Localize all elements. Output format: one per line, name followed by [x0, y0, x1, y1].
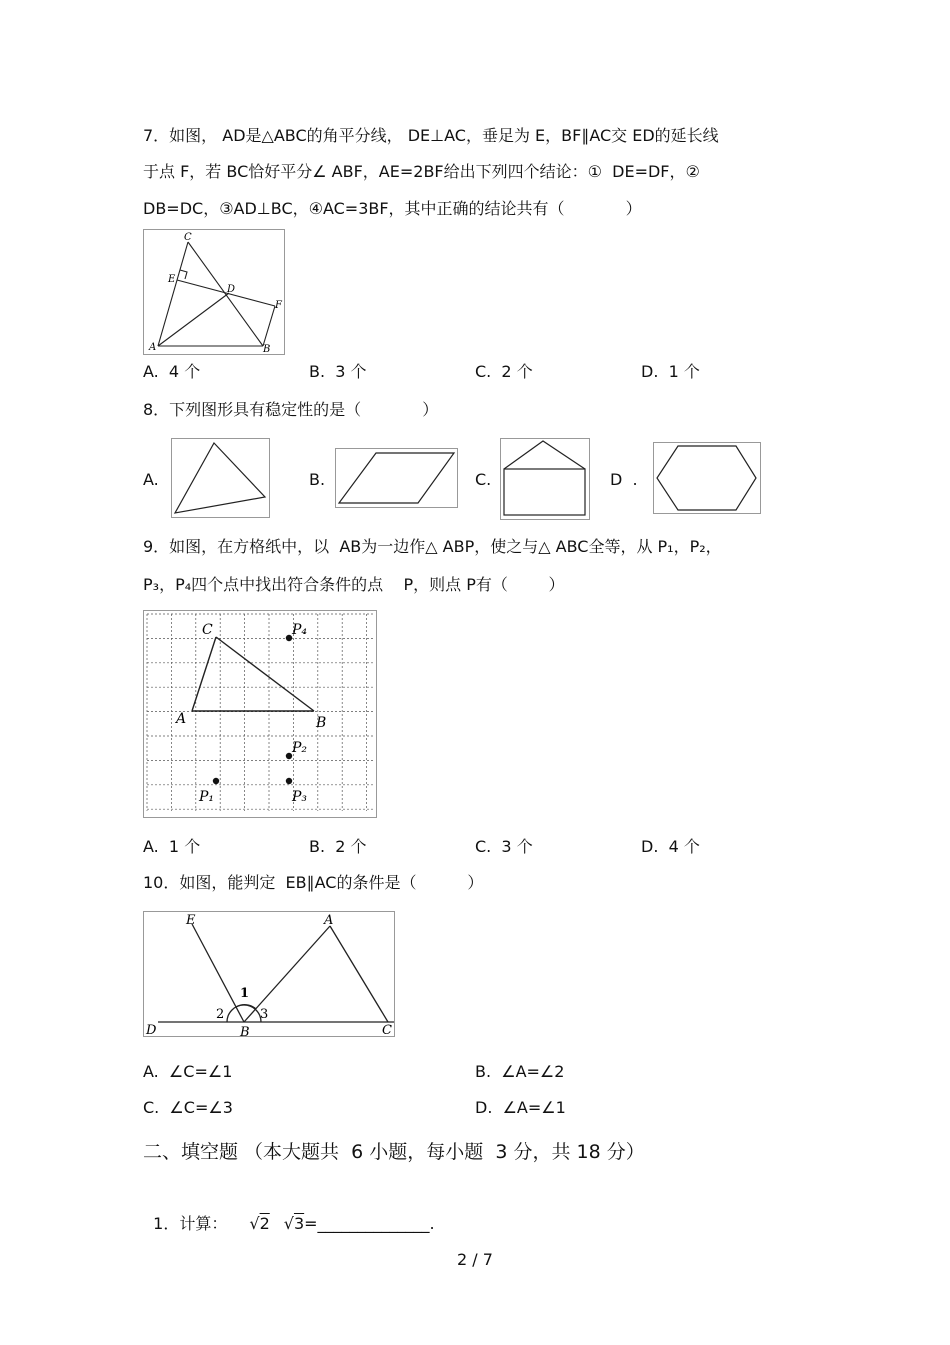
triangle-shape	[172, 439, 269, 517]
segment-ac	[158, 242, 188, 346]
segment-cb	[188, 242, 263, 346]
angle-arcs	[227, 1005, 261, 1022]
hexagon-shape	[654, 443, 760, 513]
label-e: E	[186, 913, 196, 928]
q9-grid-diagram	[144, 611, 376, 817]
q7-option-c: C. 2 个	[475, 362, 533, 381]
label-d: D	[227, 284, 236, 295]
right-angle-mark	[180, 270, 187, 279]
q8-figure-a	[171, 438, 270, 518]
label-p3: P₃	[292, 789, 308, 805]
q7-option-d: D. 1 个	[641, 362, 700, 381]
segment-cb	[216, 637, 314, 711]
label-a: A	[324, 913, 334, 928]
q8-figure-c	[500, 438, 590, 520]
q10-figure	[143, 911, 395, 1037]
answer-blank: =______________.	[304, 1214, 435, 1233]
q8-figure-d	[653, 442, 761, 514]
label-b: B	[263, 344, 271, 354]
label-d: D	[146, 1023, 157, 1036]
radicand-2: 2	[259, 1214, 270, 1233]
q9-option-d: D. 4 个	[641, 837, 700, 856]
q9-figure	[143, 610, 377, 818]
label-c: C	[202, 622, 213, 638]
q10-line-1: 10．如图，能判定 EB∥AC的条件是（ ）	[143, 873, 484, 892]
q8-option-c: C.	[475, 470, 492, 489]
parallelogram-shape	[336, 449, 457, 507]
q10-option-a: A. ∠C=∠1	[143, 1062, 233, 1081]
fill-question-1	[143, 1194, 435, 1234]
label-a: A	[149, 342, 157, 353]
radicand-3: 3	[293, 1214, 305, 1233]
q8-option-b: B.	[309, 470, 326, 489]
q10-diagram	[144, 912, 394, 1036]
label-a: A	[176, 711, 187, 727]
q7-option-b: B. 3 个	[309, 362, 367, 381]
label-p2: P₂	[292, 740, 308, 756]
q7-figure	[143, 229, 285, 355]
q7-line-2: 于点 F，若 BC恰好平分∠ ABF，AE=2BF给出下列四个结论：① DE=DF，②	[143, 162, 700, 181]
label-b: B	[240, 1025, 250, 1036]
label-p1: P₁	[199, 789, 215, 805]
point-p3	[286, 778, 292, 784]
q7-line-3: DB=DC，③AD⊥BC，④AC=3BF，其中正确的结论共有（ ）	[143, 199, 642, 218]
q7-diagram	[144, 230, 284, 354]
label-b: B	[316, 715, 327, 731]
segment-ad	[158, 293, 229, 346]
q7-line-1: 7．如图， AD是△ABC的角平分线， DE⊥AC，垂足为 E，BF∥AC交 ED的延长线	[143, 126, 719, 145]
q10-option-b: B. ∠A=∠2	[475, 1062, 565, 1081]
label-1: 1	[240, 986, 250, 1001]
q9-option-a: A. 1 个	[143, 837, 201, 856]
q8-line-1: 8．下列图形具有稳定性的是（ ）	[143, 400, 439, 419]
segment-ac	[330, 926, 388, 1022]
label-f: F	[275, 300, 282, 311]
label-c: C	[382, 1023, 392, 1036]
label-c: C	[184, 232, 192, 243]
q8-figure-b	[335, 448, 458, 508]
q9-line-1: 9．如图，在方格纸中，以 AB为一边作△ ABP，使之与△ ABC全等，从 P₁，P₂，	[143, 537, 722, 556]
label-2: 2	[216, 1007, 225, 1022]
fill-1-prefix: 1．计算：	[153, 1214, 228, 1233]
q9-line-2: P₃，P₄四个点中找出符合条件的点 P，则点 P有（ ）	[143, 575, 565, 594]
label-e: E	[168, 274, 176, 285]
q8-option-a: A.	[143, 470, 159, 489]
point-p1	[213, 778, 219, 784]
segment-bf	[263, 306, 275, 346]
sqrt-3: √3	[283, 1214, 305, 1233]
angle-1-arc	[236, 1005, 256, 1009]
label-p4: P₄	[292, 622, 308, 638]
sqrt-2: √2	[249, 1214, 270, 1233]
q10-option-d: D. ∠A=∠1	[475, 1098, 566, 1117]
segment-ba	[244, 926, 330, 1022]
house-shape	[501, 439, 589, 519]
label-3: 3	[260, 1007, 269, 1022]
q10-option-c: C. ∠C=∠3	[143, 1098, 233, 1117]
q7-option-a: A. 4 个	[143, 362, 201, 381]
segment-ef	[177, 280, 275, 306]
q9-option-c: C. 3 个	[475, 837, 533, 856]
q9-option-b: B. 2 个	[309, 837, 367, 856]
q8-option-d: D .	[610, 470, 638, 489]
page-number: 2 / 7	[457, 1250, 493, 1269]
section-title: 二、填空题 （本大题共 6 小题，每小题 3 分，共 18 分）	[143, 1141, 645, 1163]
